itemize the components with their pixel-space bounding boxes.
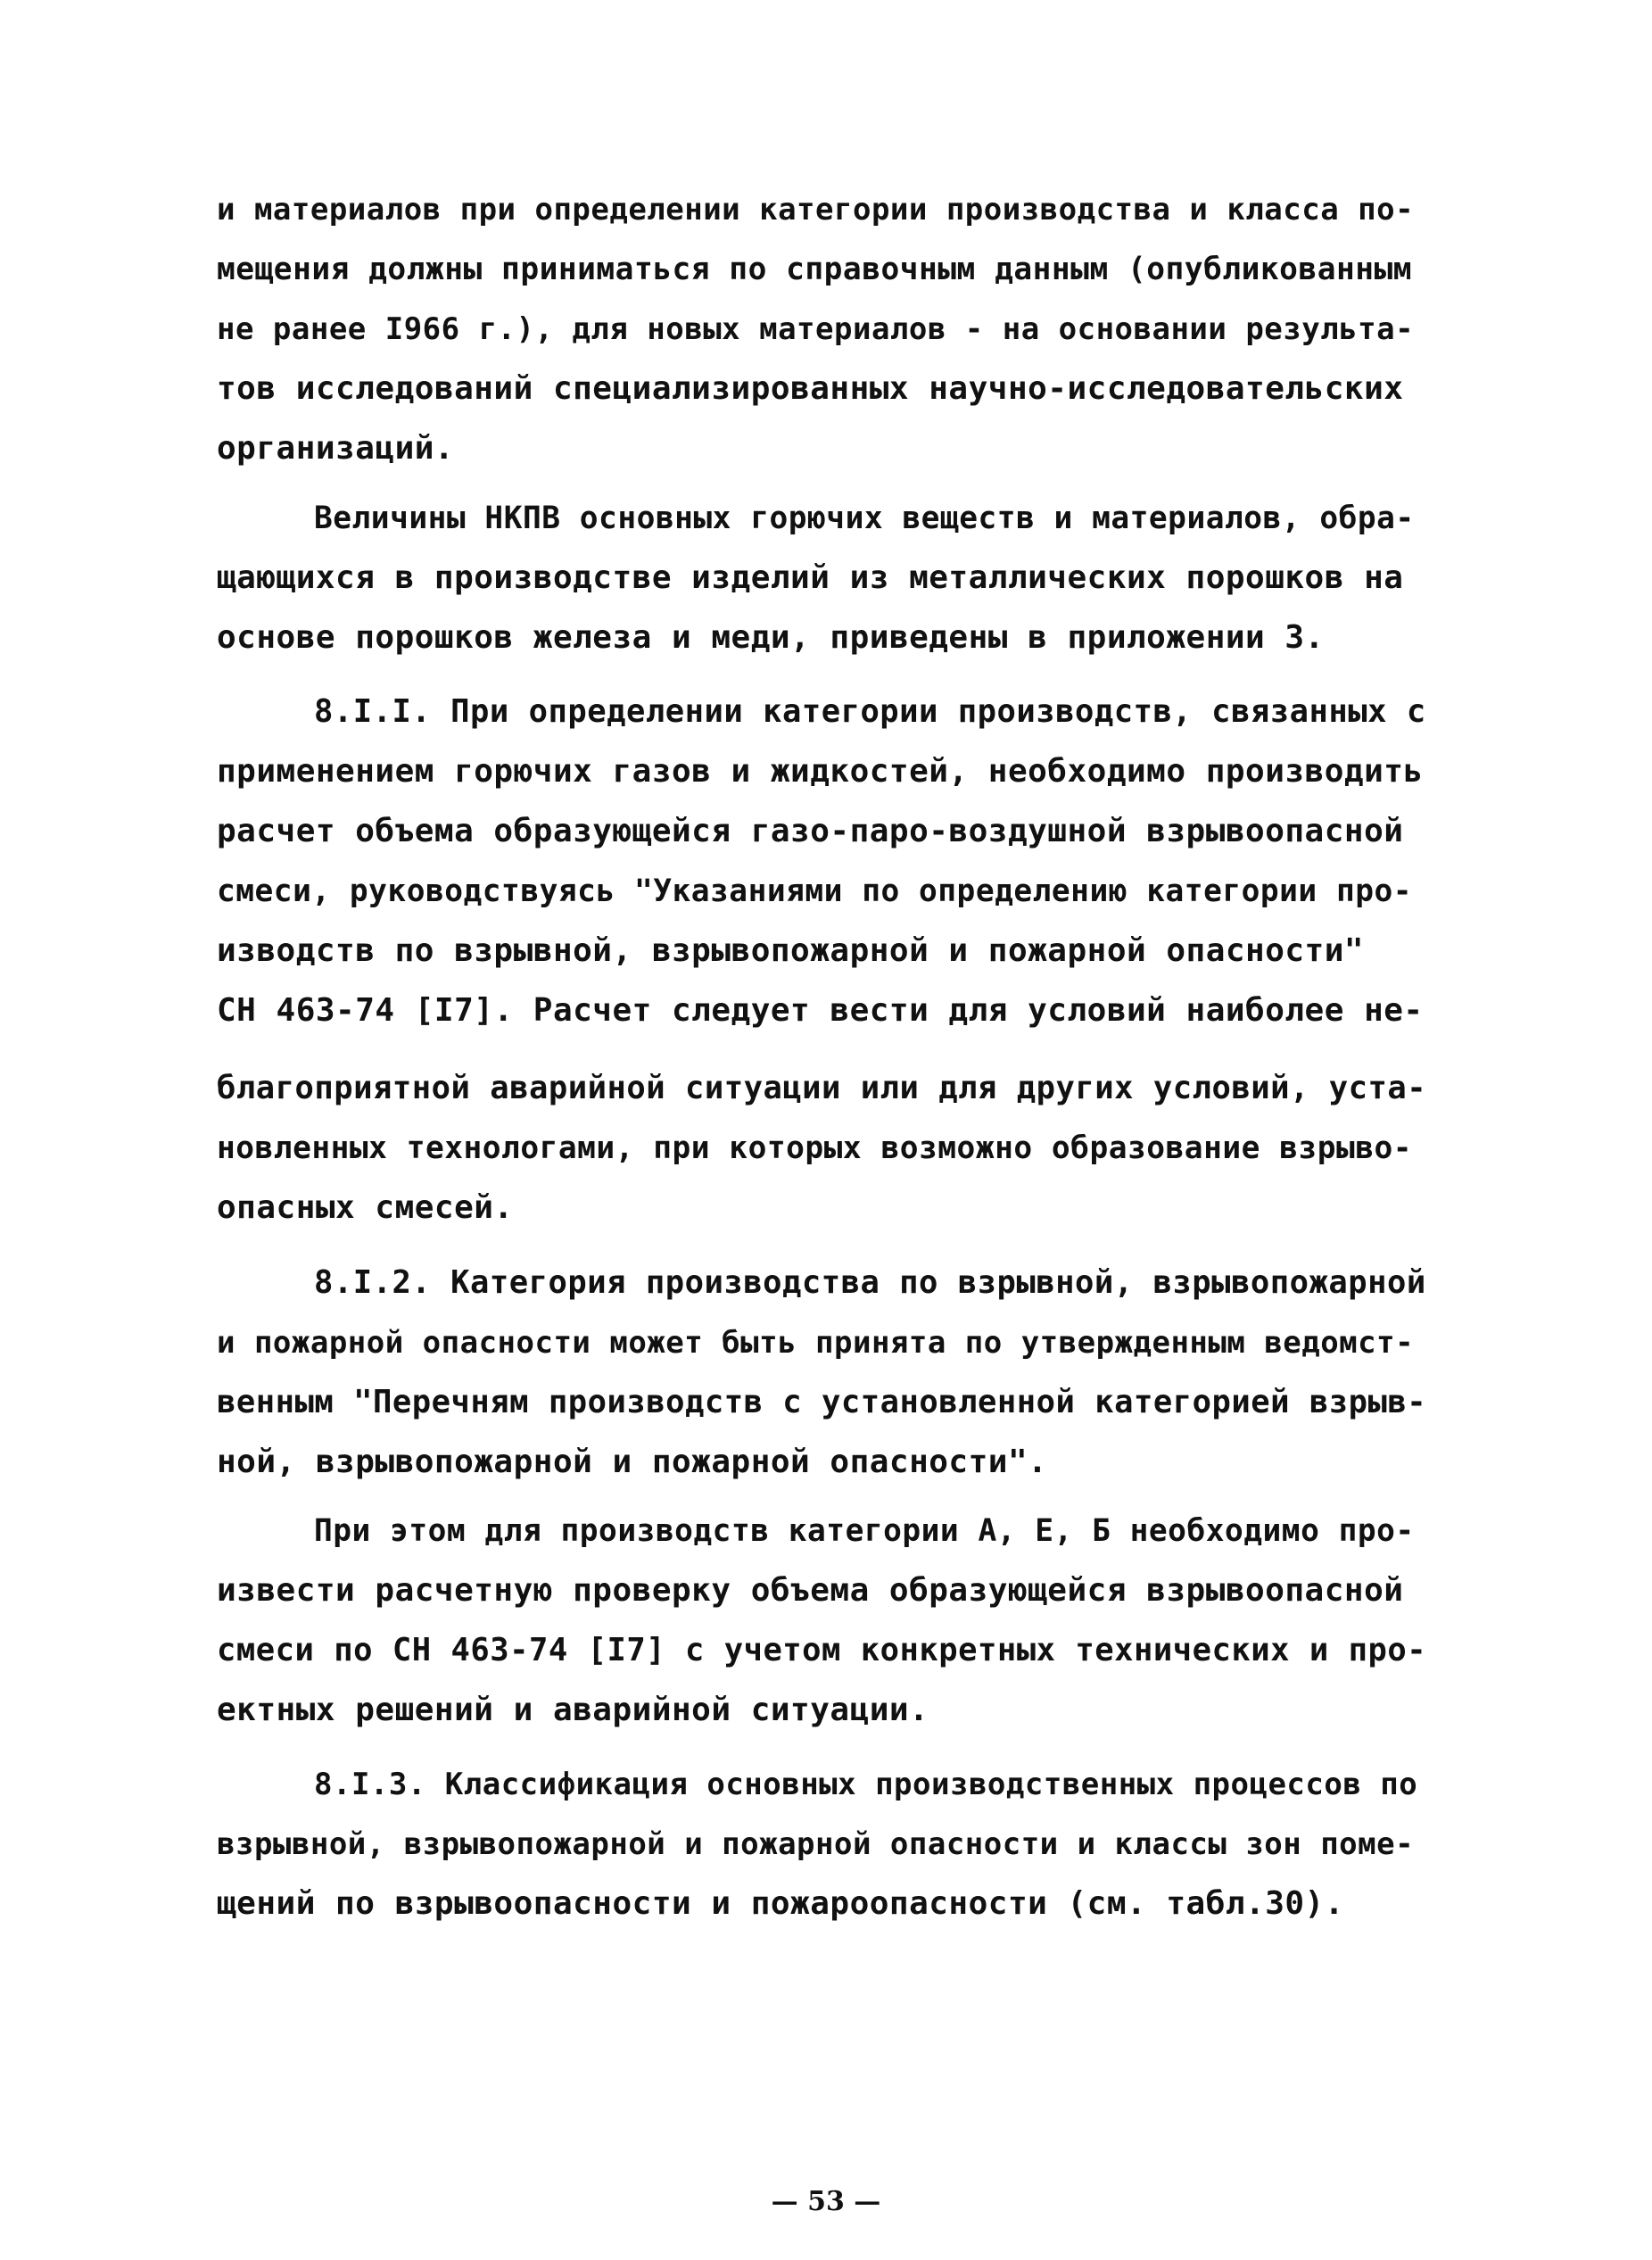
text-line: изводств по взрывной, взрывопожарной и пожарной опасности" — [217, 932, 1365, 969]
text-line: не ранее I966 г.), для новых материалов - на основании результа- — [217, 311, 1415, 347]
text-line: При этом для производств категории А, Е, Б необходимо про- — [314, 1513, 1415, 1549]
text-line: щающихся в производстве изделий из металлических порошков на — [217, 559, 1404, 596]
section-8-1-3: 8.I.3. Классификация основных производственных процессов по — [314, 1767, 1418, 1802]
text-line: ной, взрывопожарной и пожарной опасности". — [217, 1444, 1048, 1480]
text-line: организаций. — [217, 430, 455, 467]
text-line: опасных смесей. — [217, 1189, 514, 1226]
text-line: ектных решений и аварийной ситуации. — [217, 1692, 929, 1728]
text-line: новленных технологами, при которых возможно образование взрыво- — [217, 1130, 1413, 1166]
section-8-1-2: 8.I.2. Категория производства по взрывной, взрывопожарной — [314, 1264, 1426, 1301]
text-line: смеси, руководствуясь "Указаниями по определению категории про- — [217, 873, 1413, 909]
text-line: благоприятной аварийной ситуации или для других условий, уста- — [217, 1070, 1427, 1106]
section-8-1-1: 8.I.I. При определении категории производств, связанных с — [314, 693, 1426, 730]
text-line: венным "Перечням производств с установленной категорией взрыв- — [217, 1384, 1427, 1420]
text-line: СН 463-74 [I7]. Расчет следует вести для условий наиболее не- — [217, 992, 1424, 1029]
text-line: и материалов при определении категории производства и класса по- — [217, 192, 1415, 228]
text-line: щений по взрывоопасности и пожароопасности (см. табл.30). — [217, 1885, 1344, 1922]
text-line: Величины НКПВ основных горючих веществ и материалов, обра- — [314, 501, 1415, 536]
text-line: применением горючих газов и жидкостей, необходимо производить — [217, 753, 1424, 790]
text-line: основе порошков железа и меди, приведены в приложении 3. — [217, 619, 1325, 656]
text-line: извести расчетную проверку объема образующейся взрывоопасной — [217, 1572, 1404, 1609]
page-number: — 53 — — [771, 2186, 881, 2217]
text-line: взрывной, взрывопожарной и пожарной опасности и классы зон поме- — [217, 1826, 1415, 1862]
text-line: расчет объема образующейся газо-паро-воздушной взрывоопасной — [217, 813, 1404, 849]
text-line: тов исследований специализированных научно-исследовательских — [217, 370, 1404, 407]
text-line: мещения должны приниматься по справочным данным (опубликованным — [217, 252, 1413, 287]
text-line: смеси по СН 463-74 [I7] с учетом конкретных технических и про- — [217, 1632, 1427, 1668]
text-line: и пожарной опасности может быть принята по утвержденным ведомст- — [217, 1325, 1415, 1361]
